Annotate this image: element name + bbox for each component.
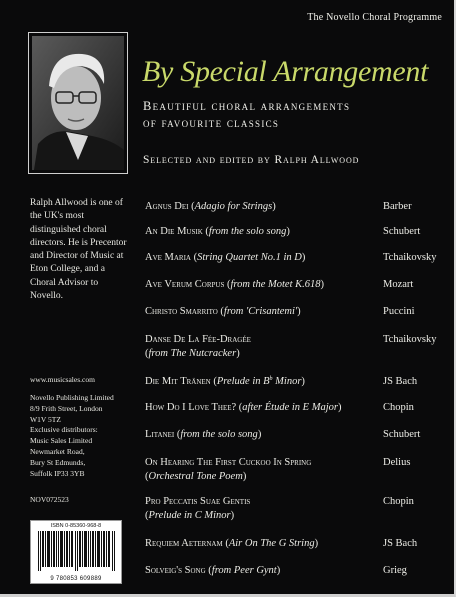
piece-composer: Chopin — [383, 496, 414, 507]
piece-detail: Prelude in C Minor — [148, 510, 231, 521]
piece-row: Solveig's Song (from Peer Gynt) Grieg — [145, 565, 407, 576]
piece-detail-suffix: Minor — [272, 376, 302, 387]
publisher-line: W1V 5TZ — [30, 414, 61, 424]
portrait-frame — [28, 32, 128, 174]
barcode — [30, 520, 122, 584]
piece-title: Pro Peccatis Suae Gentis — [145, 496, 251, 507]
piece-row: Christo Smarrito (from 'Crisantemi') Puccini — [145, 306, 415, 317]
flat-sign: b — [269, 376, 273, 382]
piece-composer: Grieg — [383, 565, 407, 576]
piece-row: Danse De La Fée-Dragée (from The Nutcracker) Tchaikovsky — [145, 334, 437, 359]
piece-detail: from The Nutcracker — [148, 348, 237, 359]
barcode-bars — [38, 531, 116, 571]
piece-composer: Mozart — [383, 279, 414, 290]
piece-detail: from 'Crisantemi' — [223, 306, 298, 317]
publisher-line: Suffolk IP33 3YB — [30, 468, 85, 478]
piece-composer: Schubert — [383, 429, 421, 440]
piece-title: On Hearing The First Cuckoo In Spring — [145, 457, 312, 468]
piece-detail: Prelude in B — [216, 376, 270, 387]
website-link[interactable]: www.musicsales.com — [30, 375, 95, 384]
piece-row: Pro Peccatis Suae Gentis (Prelude in C Minor) Chopin — [145, 496, 414, 521]
piece-detail: from the solo song — [208, 226, 287, 237]
editor-bio: Ralph Allwood is one of the UK's most distinguished choral directors. He is Precentor and Director of Music at Eton College, and a Choral Advisor to Novello. — [30, 198, 127, 302]
piece-row: Die Mit Tränen (Prelude in $B^b$ Minor) JS Bach — [145, 376, 418, 387]
piece-composer: JS Bach — [383, 376, 418, 387]
piece-detail: from Peer Gynt — [211, 565, 277, 576]
piece-composer: Delius — [383, 457, 411, 468]
piece-title: Ave Maria — [145, 252, 191, 263]
piece-title: Solveig's Song — [145, 565, 206, 576]
piece-detail: after Étude in E Major — [242, 402, 338, 413]
piece-title: Die Mit Tränen — [145, 376, 211, 387]
isbn-text: ISBN 0-85360-968-8 — [50, 523, 102, 529]
piece-row: Ave Verum Corpus (from the Motet K.618) Mozart — [145, 279, 414, 290]
piece-title: Litanei — [145, 429, 175, 440]
publisher-line: Newmarket Road, — [30, 446, 85, 456]
piece-title: An Die Musik — [145, 226, 203, 237]
piece-detail: Orchestral Tone Poem — [148, 471, 243, 482]
piece-composer: Puccini — [383, 306, 415, 317]
piece-detail: String Quartet No.1 in D — [197, 252, 302, 263]
publisher-line: Novello Publishing Limited — [30, 393, 114, 402]
publisher-line: 8/9 Frith Street, London — [30, 403, 103, 413]
publisher-info — [30, 393, 130, 479]
publisher-line: Bury St Edmunds, — [30, 457, 86, 467]
piece-composer: Tchaikovsky — [383, 252, 437, 263]
publisher-line: Music Sales Limited — [30, 436, 93, 446]
subtitle — [143, 98, 350, 132]
piece-title: Requiem Aeternam — [145, 538, 223, 549]
piece-row: Requiem Aeternam (Air On The G String) JS Bach — [145, 538, 418, 549]
piece-row: On Hearing The First Cuckoo In Spring (Orchestral Tone Poem) Delius — [145, 457, 411, 482]
publisher-line: Exclusive distributors: — [30, 425, 98, 435]
portrait-photo — [32, 36, 124, 170]
piece-row: Agnus Dei (Adagio for Strings) Barber — [145, 201, 412, 212]
piece-title: Christo Smarrito — [145, 306, 218, 317]
piece-composer: Schubert — [383, 226, 421, 237]
piece-detail: Adagio for Strings — [194, 201, 273, 212]
piece-title: Ave Verum Corpus — [145, 279, 225, 290]
subtitle-line: Beautiful choral arrangements — [143, 99, 351, 113]
piece-detail: from the solo song — [180, 429, 258, 440]
series-name: The Novello Choral Programme — [307, 12, 442, 23]
catalogue-number: NOV072523 — [30, 495, 69, 504]
book-title: By Special Arrangement — [142, 55, 429, 88]
piece-row: Ave Maria (String Quartet No.1 in D) Tchaikovsky — [145, 252, 437, 263]
piece-composer: Barber — [383, 201, 412, 212]
piece-composer: Chopin — [383, 402, 414, 413]
piece-detail: from the Motet K.618 — [230, 279, 321, 290]
piece-composer: JS Bach — [383, 538, 418, 549]
piece-title: Danse De La Fée-Dragée — [145, 334, 251, 345]
piece-row: An Die Musik (from the solo song) Schubert — [145, 226, 421, 237]
piece-title: Agnus Dei — [145, 201, 189, 212]
piece-composer: Tchaikovsky — [383, 334, 437, 345]
subtitle-line: of favourite classics — [143, 116, 280, 130]
piece-detail: Air On The G String — [228, 538, 315, 549]
piece-title: How Do I Love Thee? — [145, 402, 237, 413]
piece-row: Litanei (from the solo song) Schubert — [145, 429, 421, 440]
barcode-number: 9 780853 609889 — [50, 576, 102, 582]
piece-row: How Do I Love Thee? (after Étude in E Major) Chopin — [145, 402, 414, 413]
editor-credit: Selected and edited by Ralph Allwood — [143, 154, 360, 166]
